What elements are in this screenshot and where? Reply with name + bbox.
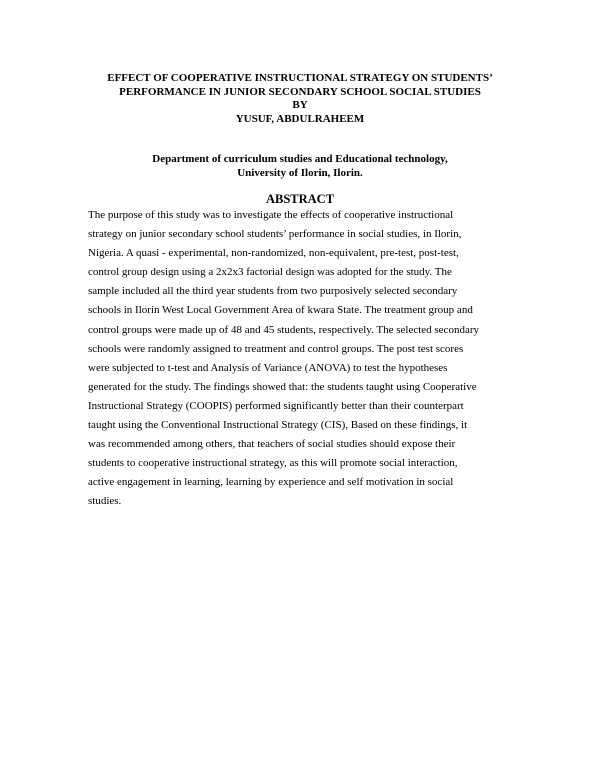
- abstract-body: [88, 206, 528, 512]
- by-line: BY: [292, 99, 308, 111]
- abstract-line: generated for the study. The findings showed that: the students taught using Cooperative: [88, 380, 477, 393]
- abstract-line: were subjected to t-test and Analysis of Variance (ANOVA) to test the hypotheses: [88, 361, 448, 374]
- affiliation-line-2: University of Ilorin, Ilorin.: [237, 166, 363, 179]
- abstract-line: students to cooperative instructional strategy, as this will promote social interaction,: [88, 457, 458, 470]
- affiliation-line-1: Department of curriculum studies and Educational technology,: [152, 153, 448, 165]
- abstract-line: taught using the Conventional Instructional Strategy (CIS), Based on these findings, it: [88, 419, 468, 432]
- abstract-line: strategy on junior secondary school students’ performance in social studies, in Ilorin,: [88, 228, 462, 241]
- abstract-line: sample included all the third year students from two purposively selected secondary: [88, 285, 458, 298]
- abstract-line: schools were randomly assigned to treatment and control groups. The post test scores: [88, 342, 464, 355]
- abstract-line: studies.: [88, 495, 122, 508]
- abstract-line: active engagement in learning, learning by experience and self motivation in social: [88, 476, 454, 489]
- abstract-line: The purpose of this study was to investigate the effects of cooperative instructional: [88, 209, 454, 221]
- paper-title-line-1: EFFECT OF COOPERATIVE INSTRUCTIONAL STRATEGY ON STUDENTS’: [107, 72, 493, 84]
- paper-title-line-2: PERFORMANCE IN JUNIOR SECONDARY SCHOOL SOCIAL STUDIES: [119, 85, 481, 98]
- abstract-line: Instructional Strategy (COOPIS) performed significantly better than their counterpart: [88, 399, 464, 412]
- author-name: YUSUF, ABDULRAHEEM: [235, 112, 365, 125]
- abstract-line: Nigeria. A quasi - experimental, non-randomized, non-equivalent, pre-test, post-test,: [88, 247, 459, 260]
- title-block: [60, 72, 540, 126]
- abstract-line: was recommended among others, that teachers of social studies should expose their: [88, 438, 456, 451]
- abstract-line: schools in Ilorin West Local Government Area of kwara State. The treatment group and: [88, 304, 473, 317]
- abstract-line: control groups were made up of 48 and 45 students, respectively. The selected secondary: [88, 323, 479, 336]
- affiliation-block: [60, 153, 540, 180]
- abstract-heading: ABSTRACT: [265, 192, 335, 206]
- abstract-line: control group design using a 2x2x3 factorial design was adopted for the study. The: [88, 266, 452, 279]
